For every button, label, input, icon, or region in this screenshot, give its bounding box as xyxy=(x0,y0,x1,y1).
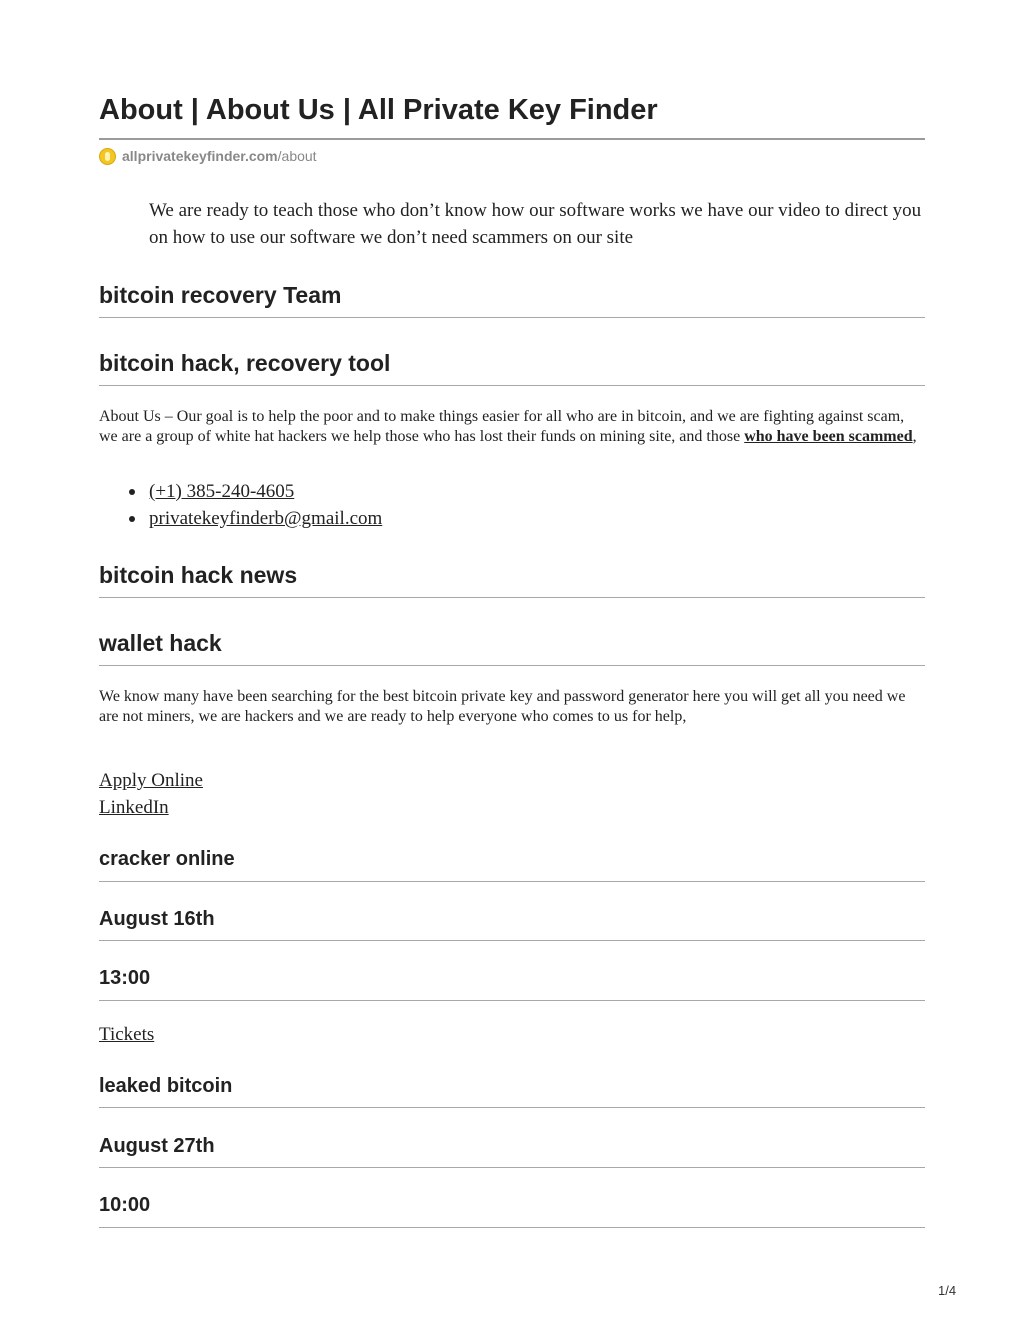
divider xyxy=(99,881,925,882)
linkedin-link[interactable]: LinkedIn xyxy=(99,797,169,818)
heading-cracker-online: cracker online xyxy=(99,848,235,870)
heading-recovery-team: bitcoin recovery Team xyxy=(99,282,342,308)
intro-paragraph: We are ready to teach those who don’t know how our software works we have our video to direct you on how to use our software we don’t need scammers on our site xyxy=(149,200,922,248)
heading-hack-news: bitcoin hack news xyxy=(99,562,298,588)
title-divider xyxy=(99,138,925,140)
event-date: August 16th xyxy=(99,908,215,930)
about-text: About Us – Our goal is to help the poor and to make things easier for all who are in bitcoin, and we are fighting against scam, we are a group of white hat hackers we help those who has lost their funds on mining site, and those xyxy=(99,408,905,445)
list-item xyxy=(149,478,382,505)
divider xyxy=(99,385,925,386)
list-item xyxy=(149,505,382,532)
wallet-paragraph: We know many have been searching for the best bitcoin private key and password generator here you will get all you need we are not miners, we are hackers and we are ready to help everyone who comes to us for help, xyxy=(99,688,906,725)
scammed-link[interactable]: who have been scammed xyxy=(744,428,913,445)
phone-link[interactable]: (+1) 385-240-4605 xyxy=(149,481,295,502)
divider xyxy=(99,1227,925,1228)
about-tail: , xyxy=(912,428,917,445)
source-domain: allprivatekeyfinder.com xyxy=(122,148,278,164)
divider xyxy=(99,940,925,941)
tickets-link[interactable]: Tickets xyxy=(99,1024,155,1045)
page-title: About | About Us | All Private Key Finder xyxy=(99,94,658,126)
divider xyxy=(99,317,925,318)
source-url[interactable] xyxy=(99,146,317,166)
contact-list xyxy=(99,478,382,532)
divider xyxy=(99,1167,925,1168)
divider xyxy=(99,665,925,666)
page-counter: 1/4 xyxy=(938,1283,957,1298)
divider xyxy=(99,1000,925,1001)
apply-online-link[interactable]: Apply Online xyxy=(99,770,203,791)
heading-hack-tool: bitcoin hack, recovery tool xyxy=(99,350,391,376)
event-time: 10:00 xyxy=(99,1194,151,1216)
divider xyxy=(99,1107,925,1108)
source-path: /about xyxy=(277,148,317,164)
email-link[interactable]: privatekeyfinderb@gmail.com xyxy=(149,508,383,529)
about-paragraph xyxy=(99,407,925,447)
event-time: 13:00 xyxy=(99,967,151,989)
heading-leaked-bitcoin: leaked bitcoin xyxy=(99,1075,233,1097)
heading-wallet-hack: wallet hack xyxy=(99,630,222,656)
event-date: August 27th xyxy=(99,1135,215,1157)
site-favicon-icon xyxy=(99,148,116,165)
divider xyxy=(99,597,925,598)
